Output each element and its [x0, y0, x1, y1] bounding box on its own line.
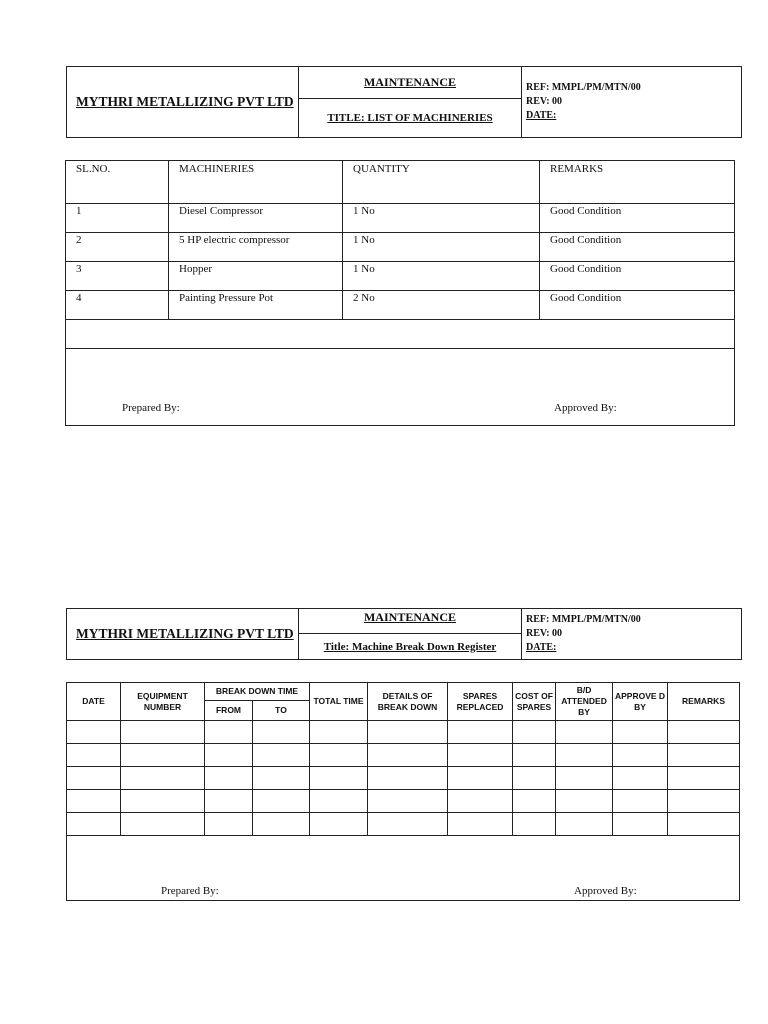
column-header-total-time: TOTAL TIME [310, 683, 368, 721]
company-name: MYTHRI METALLIZING PVT LTD [67, 67, 299, 138]
column-header-quantity: QUANTITY [343, 161, 540, 204]
table-row [66, 291, 735, 320]
cell-remarks: Good Condition [540, 262, 735, 291]
table-row [66, 233, 735, 262]
column-header-break-down-time: BREAK DOWN TIME [205, 683, 310, 701]
prepared-by-label: Prepared By: [122, 402, 180, 414]
signature-row [66, 349, 735, 426]
date-field: DATE: [526, 110, 557, 121]
ref-number: REF: MMPL/PM/MTN/00 [526, 614, 641, 625]
table-row [67, 721, 740, 744]
cell-quantity: 1 No [343, 262, 540, 291]
prepared-by-label: Prepared By: [161, 885, 219, 897]
document-reference [522, 67, 742, 138]
cell-sl-no: 4 [66, 291, 169, 320]
date-field: DATE: [526, 642, 557, 653]
document-reference [522, 609, 742, 660]
column-header-from: FROM [205, 701, 253, 721]
cell-remarks: Good Condition [540, 233, 735, 262]
approved-by-label: Approved By: [554, 402, 617, 414]
column-header-cost-of-spares: COST OF SPARES [513, 683, 556, 721]
blank-row [66, 320, 735, 349]
cell-machine: Painting Pressure Pot [169, 291, 343, 320]
header-list-of-machineries [66, 66, 741, 137]
cell-sl-no: 1 [66, 204, 169, 233]
cell-machine: Diesel Compressor [169, 204, 343, 233]
document-title: TITLE: LIST OF MACHINERIES [299, 99, 522, 138]
machinery-table [65, 160, 734, 426]
company-name: MYTHRI METALLIZING PVT LTD [67, 609, 299, 660]
header-breakdown-register [66, 608, 741, 660]
column-header-sl-no: SL.NO. [66, 161, 169, 204]
column-header-spares-replaced: SPARES REPLACED [448, 683, 513, 721]
cell-quantity: 1 No [343, 204, 540, 233]
column-header-approved-by: APPROVE D BY [613, 683, 668, 721]
rev-number: REV: 00 [526, 628, 563, 639]
table-row [67, 744, 740, 767]
breakdown-register-table [66, 682, 739, 901]
ref-number: REF: MMPL/PM/MTN/00 [526, 82, 641, 93]
blank-cell [66, 320, 735, 349]
table-row [67, 767, 740, 790]
table-row [66, 262, 735, 291]
column-header-equipment-number: EQUIPMENT NUMBER [121, 683, 205, 721]
cell-quantity: 2 No [343, 291, 540, 320]
column-header-attended-by: B/D ATTENDED BY [556, 683, 613, 721]
column-header-machineries: MACHINERIES [169, 161, 343, 204]
section-title: MAINTENANCE [299, 67, 522, 99]
column-header-date: DATE [67, 683, 121, 721]
signature-row [67, 836, 740, 901]
column-header-details: DETAILS OF BREAK DOWN [368, 683, 448, 721]
signature-cell [66, 349, 735, 426]
document-title: Title: Machine Break Down Register [299, 634, 522, 660]
cell-remarks: Good Condition [540, 291, 735, 320]
section-title: MAINTENANCE [299, 609, 522, 634]
rev-number: REV: 00 [526, 96, 563, 107]
column-header-to: TO [253, 701, 310, 721]
cell-machine: 5 HP electric compressor [169, 233, 343, 262]
cell-quantity: 1 No [343, 233, 540, 262]
signature-cell [67, 836, 740, 901]
table-row [67, 790, 740, 813]
column-header-remarks: REMARKS [540, 161, 735, 204]
table-row [66, 204, 735, 233]
cell-sl-no: 2 [66, 233, 169, 262]
column-header-remarks: REMARKS [668, 683, 740, 721]
table-row [67, 813, 740, 836]
cell-sl-no: 3 [66, 262, 169, 291]
approved-by-label: Approved By: [574, 885, 637, 897]
cell-machine: Hopper [169, 262, 343, 291]
cell-remarks: Good Condition [540, 204, 735, 233]
